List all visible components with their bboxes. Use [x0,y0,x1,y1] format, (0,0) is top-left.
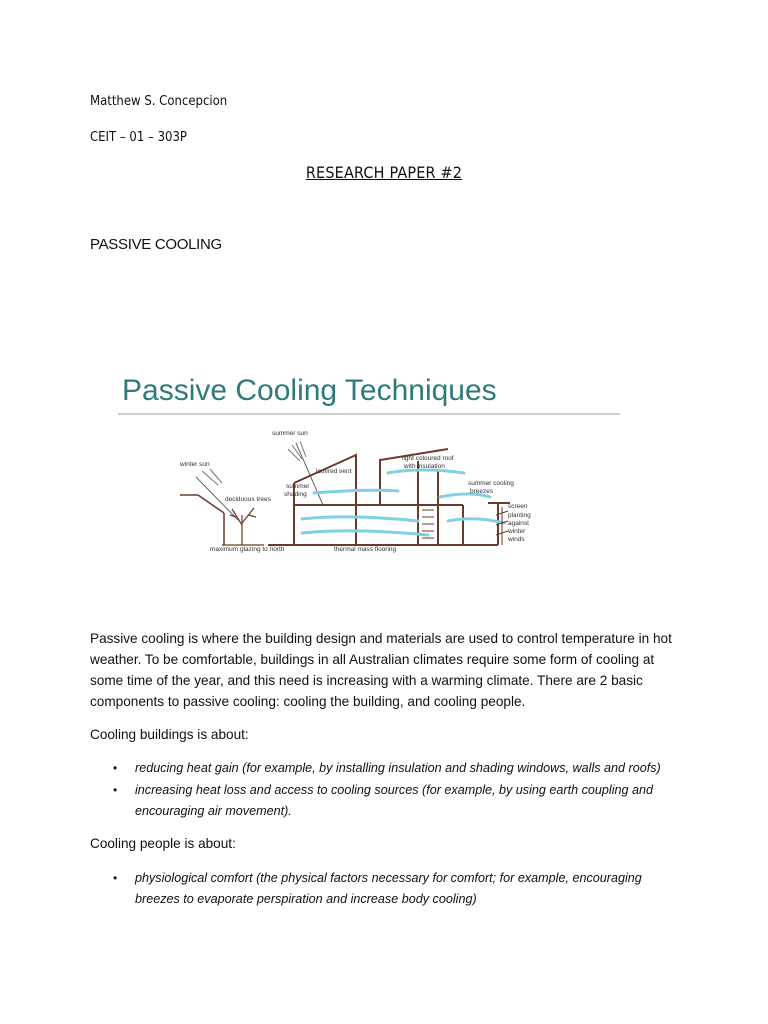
bullet-icon: • [113,761,118,775]
label-screen-4: winter [508,528,526,535]
label-screen-1: screen [508,503,528,510]
bullet-icon: • [113,871,118,885]
label-deciduous-trees: deciduous trees [225,496,271,503]
section-heading: PASSIVE COOLING [90,236,222,253]
cooling-people-label: Cooling people is about: [90,836,236,851]
bullet-icon: • [113,783,118,797]
label-summer-sun: summer sun [272,430,308,437]
label-light-roof-1: light coloured roof [402,455,454,462]
list-item: • physiological comfort (the physical factors necessary for comfort; for example, encouraging breezes to evaporate perspiration and increase body cooling) [90,868,690,910]
label-screen-5: winds [508,536,525,543]
list-item: • increasing heat loss and access to cooling sources (for example, by using earth coupling and encouraging air movement). [90,780,690,822]
diagram-title: Passive Cooling Techniques [122,374,497,407]
cooling-buildings-list [90,758,690,823]
label-summer-breezes-1: summer cooling [468,480,514,487]
label-light-roof-2: with insulation [404,463,445,470]
label-thermal-mass: thermal mass flooring [334,546,397,553]
label-summer-shading-2: shading [284,491,307,498]
deciduous-tree-icon [222,508,264,545]
author-name: Matthew S. Concepcion [90,94,228,109]
cooling-people-list [90,868,690,911]
left-wall [180,495,224,545]
paper-title: RESEARCH PAPER #2 [305,163,463,182]
label-screen-3: against [508,520,529,527]
list-item: • reducing heat gain (for example, by installing insulation and shading windows, walls and roofs) [90,758,690,779]
winter-sun-icon [196,469,238,520]
label-screen-2: planting [508,512,531,519]
label-max-glazing: maximum glazing to north [210,546,285,553]
label-summer-shading-1: summer [286,483,310,490]
passive-cooling-diagram [118,365,628,565]
label-louvred-vent: louvred vent [316,468,352,475]
label-winter-sun: winter sun [180,461,210,468]
intro-paragraph: Passive cooling is where the building design and materials are used to control temperature in hot weather. To be comfortable, buildings in all Australian climates require some form of cooling at some time of the year, and this need is increasing with a warming climate. There are 2 basic components to passive cooling: cooling the building, and cooling people. [90,631,672,709]
cooling-buildings-label: Cooling buildings is about: [90,727,249,742]
label-summer-breezes-2: breezes [470,488,494,495]
course-code: CEIT – 01 – 303P [90,130,187,145]
